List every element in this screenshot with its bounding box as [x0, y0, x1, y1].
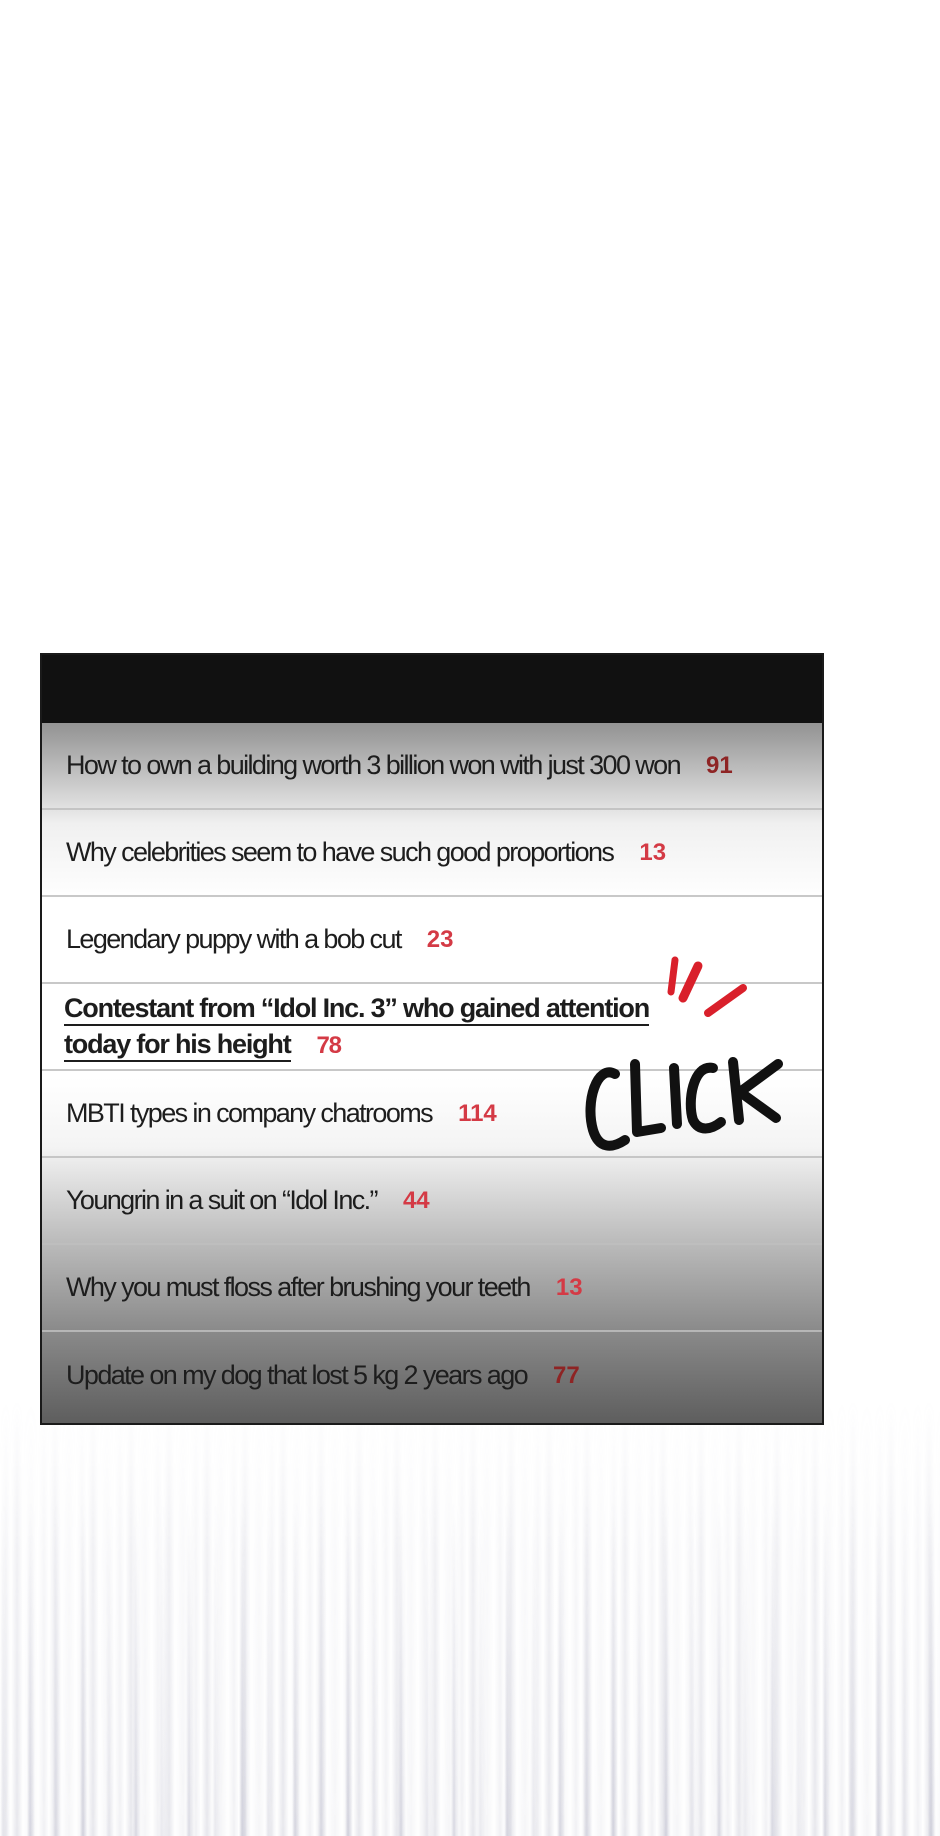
post-title: Why celebrities seem to have such good proportions	[66, 837, 614, 867]
comment-count: 44	[402, 1186, 430, 1214]
panel-header-bar	[42, 655, 822, 723]
post-title: Legendary puppy with a bob cut	[66, 924, 401, 954]
speed-lines-background-dense	[0, 1500, 940, 1836]
comment-count: 78	[316, 1032, 341, 1059]
post-row[interactable]	[42, 1158, 822, 1245]
post-title-line-1: Contestant from “Idol Inc. 3” who gained attention	[64, 993, 649, 1026]
post-row[interactable]	[42, 723, 822, 810]
post-title: How to own a building worth 3 billion won with just 300 won	[66, 750, 680, 780]
post-row[interactable]	[42, 810, 822, 897]
comment-count: 91	[706, 751, 733, 779]
post-title: Why you must floss after brushing your teeth	[66, 1272, 530, 1302]
comment-count: 114	[458, 1099, 497, 1127]
comment-count: 13	[639, 838, 667, 866]
post-title-line-2: today for his height	[64, 1029, 291, 1062]
click-spark-icon	[671, 960, 743, 1013]
post-title: Youngrin in a suit on “Idol Inc.”	[66, 1185, 377, 1215]
click-sound-effect	[575, 952, 795, 1157]
comment-count: 77	[553, 1361, 580, 1389]
post-row[interactable]	[42, 1332, 822, 1419]
post-title: Update on my dog that lost 5 kg 2 years ago	[66, 1360, 528, 1390]
post-row[interactable]	[42, 1245, 822, 1332]
comment-count: 23	[426, 925, 454, 953]
click-lettering	[590, 1062, 778, 1146]
post-title: MBTI types in company chatrooms	[66, 1098, 433, 1128]
comment-count: 13	[555, 1273, 583, 1301]
